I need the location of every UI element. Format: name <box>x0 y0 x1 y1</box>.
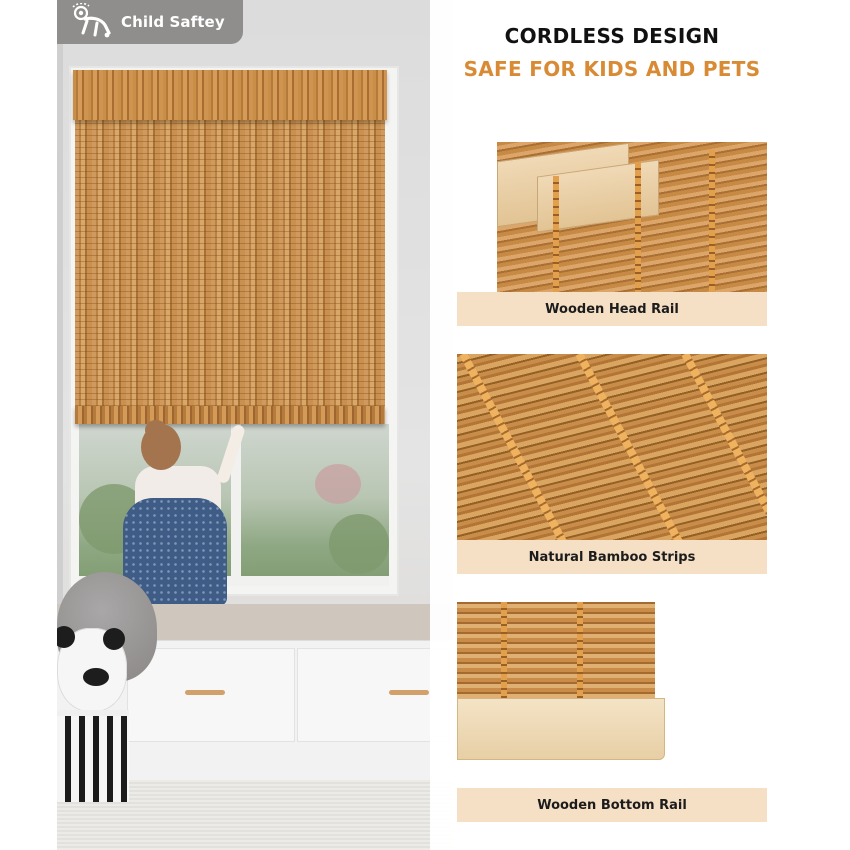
feature-card-bottom-rail <box>457 602 767 822</box>
drawer-left <box>127 648 295 742</box>
roman-shade <box>75 118 385 424</box>
head-rail-closeup <box>457 106 767 292</box>
feature-card-head-rail <box>457 106 767 326</box>
headline-safe: SAFE FOR KIDS AND PETS <box>463 57 761 81</box>
plush-panda <box>57 628 127 712</box>
feature-caption: Wooden Head Rail <box>457 292 767 326</box>
feature-panel <box>430 0 794 850</box>
headline-cordless: CORDLESS DESIGN <box>504 24 720 48</box>
child-safety-badge <box>57 0 243 44</box>
feature-caption: Natural Bamboo Strips <box>457 540 767 574</box>
crawling-baby-icon <box>67 3 113 41</box>
bamboo-strips-closeup <box>457 354 767 540</box>
shade-bottom-rail <box>75 406 385 424</box>
drawer-handle <box>389 690 429 695</box>
drawer-right <box>297 648 449 742</box>
drawer-handle <box>185 690 225 695</box>
toy-basket <box>57 710 129 802</box>
badge-label: Child Saftey <box>121 13 225 31</box>
feature-card-bamboo <box>457 354 767 574</box>
shade-valance <box>73 70 387 120</box>
lifestyle-photo <box>57 0 453 850</box>
child-hair-bun <box>145 420 167 440</box>
feature-caption: Wooden Bottom Rail <box>457 788 767 822</box>
bottom-rail-closeup <box>457 602 767 788</box>
